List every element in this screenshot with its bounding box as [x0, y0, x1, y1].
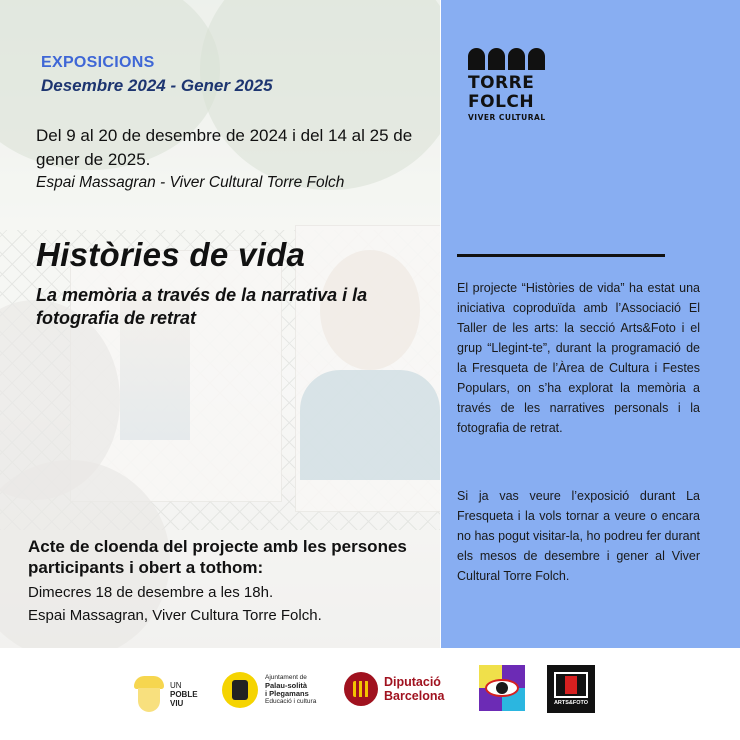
arches-icon [468, 48, 548, 70]
diputacio-line2: Barcelona [384, 689, 445, 703]
poble-viu-line1: UN [170, 680, 182, 690]
closing-event-heading: Acte de cloenda del projecte amb les persones participants i obert a tothom: [28, 537, 407, 577]
diputacio-seal-icon [344, 672, 378, 706]
closing-event-place: Espai Massagran, Viver Cultura Torre Folch. [28, 607, 322, 624]
torre-folch-logo [468, 48, 548, 122]
exhibition-dates: Del 9 al 20 de desembre de 2024 i del 14 al 25 de gener de 2025. [36, 126, 413, 169]
palau-line2: Palau-solità [265, 681, 308, 690]
logo-name-line2: FOLCH [468, 92, 535, 112]
description-paragraph-1: El projecte “Històries de vida” ha estat una iniciativa coproduïda amb l’Associació El Taller de les arts: la secció Arts&Foto i el grup “Llegint-te”, durant la programació de la Fresqueta de l’Àrea de Cultura i Festes Populars, on s’ha explorat la memòria a través de les narratives personals i la fotografia de retrat. [457, 281, 700, 435]
un-poble-viu-logo [134, 676, 198, 712]
ajuntament-palau-logo [222, 672, 316, 708]
poble-viu-line2: POBLE [170, 689, 198, 699]
description-paragraph-2: Si ja vas veure l’exposició durant La Fresqueta i la vols tornar a veure o encara no has pogut visitar-la, ho podreu fer durant els mesos de desembre i gener al Viver Cultural Torre Folch. [457, 489, 700, 583]
poble-viu-line3: VIU [170, 698, 184, 708]
acorn-icon [134, 676, 164, 712]
closing-event-date: Dimecres 18 de desembre a les 18h. [28, 584, 274, 601]
logo-name-line1: TORRE [468, 73, 535, 93]
palau-line3: i Plegamans [265, 689, 309, 698]
divider [457, 254, 665, 257]
palau-line1: Ajuntament de [265, 674, 307, 681]
exhibition-venue: Espai Massagran - Viver Cultural Torre Folch [36, 174, 345, 191]
palau-line4: Educació i cultura [265, 698, 317, 705]
arts-foto-logo: ARTS&FOTO [547, 665, 595, 713]
category-label: EXPOSICIONS [41, 54, 155, 71]
exhibition-subtitle: La memòria a través de la narrativa i la fotografia de retrat [36, 285, 368, 328]
town-badge-icon [222, 672, 258, 708]
diputacio-line1: Diputació [384, 675, 441, 689]
logo-tagline: VIVER CULTURAL [468, 113, 546, 122]
diputacio-barcelona-logo [344, 672, 444, 706]
exhibition-period: Desembre 2024 - Gener 2025 [41, 76, 273, 95]
exhibition-title: Històries de vida [36, 236, 306, 273]
taller-de-les-arts-logo [479, 665, 525, 711]
